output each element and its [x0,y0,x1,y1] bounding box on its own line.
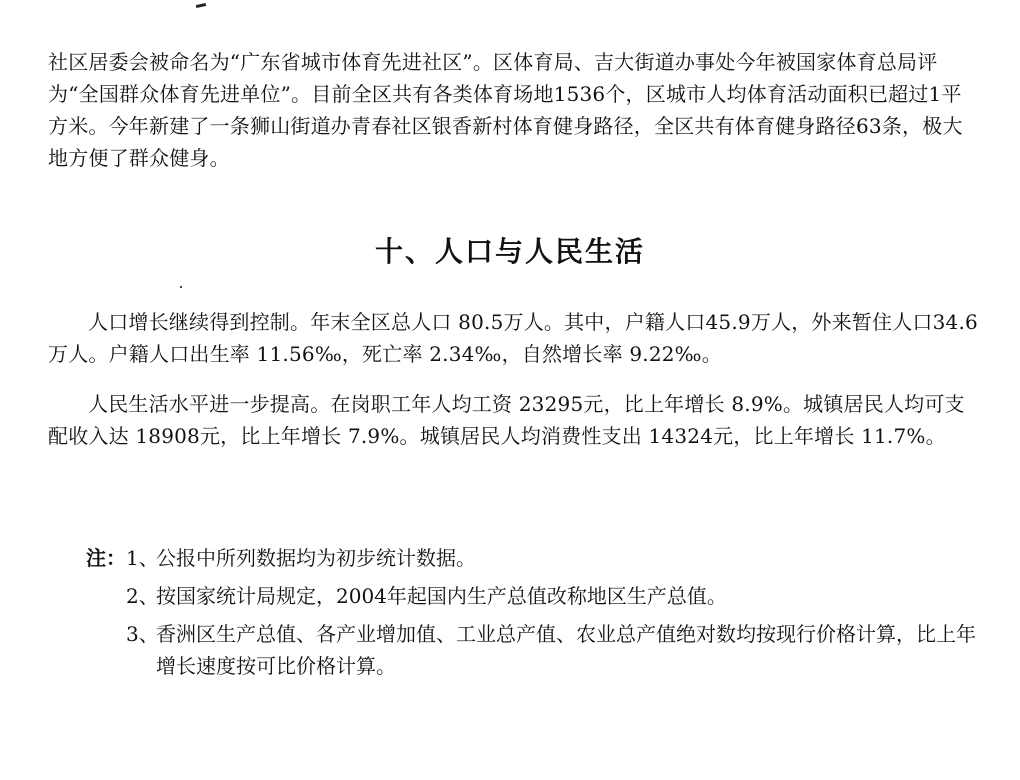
notes-section [86,542,986,682]
notes-label: 注： [86,546,126,570]
scan-mark [196,3,206,8]
note-text: 按国家统计局规定，2004年起国内生产总值改称地区生产总值。 [156,584,727,608]
paragraph-sports-facilities: 社区居委会被命名为“广东省城市体育先进社区”。区体育局、吉大街道办事处今年被国家体育总局评为“全国群众体育先进单位”。目前全区共有各类体育场地1536个，区城市人均体育活动面积已超过1平方米。今年新建了一条狮山街道办青春社区银香新村体育健身路径，全区共有体育健身路径63条，极大地方便了群众健身。 [48,50,963,170]
paragraph-living-standards: 人民生活水平进一步提高。在岗职工年人均工资 23295元，比上年增长 8.9%。城镇居民人均可支配收入达 18908元，比上年增长 7.9%。城镇居民人均消费性支出 14324元，比上年增长 11.7%。 [48,392,965,448]
note-item [126,618,986,682]
section-title: 十、人口与人民生活 [374,235,645,268]
paragraph-population: 人口增长继续得到控制。年末全区总人口 80.5万人。其中，户籍人口45.9万人，外来暂住人口34.6万人。户籍人口出生率 11.56‰，死亡率 2.34‰，自然增长率 9.22‰。 [48,310,978,366]
note-number: 1、 [126,546,159,570]
note-number: 2、 [126,584,159,608]
note-item [126,580,986,612]
note-text: 公报中所列数据均为初步统计数据。 [156,546,476,570]
note-item [86,542,986,574]
scan-dot [180,286,182,288]
note-text: 香洲区生产总值、各产业增加值、工业总产值、农业总产值绝对数均按现行价格计算，比上年增长速度按可比价格计算。 [156,622,976,678]
note-number: 3、 [126,622,159,646]
